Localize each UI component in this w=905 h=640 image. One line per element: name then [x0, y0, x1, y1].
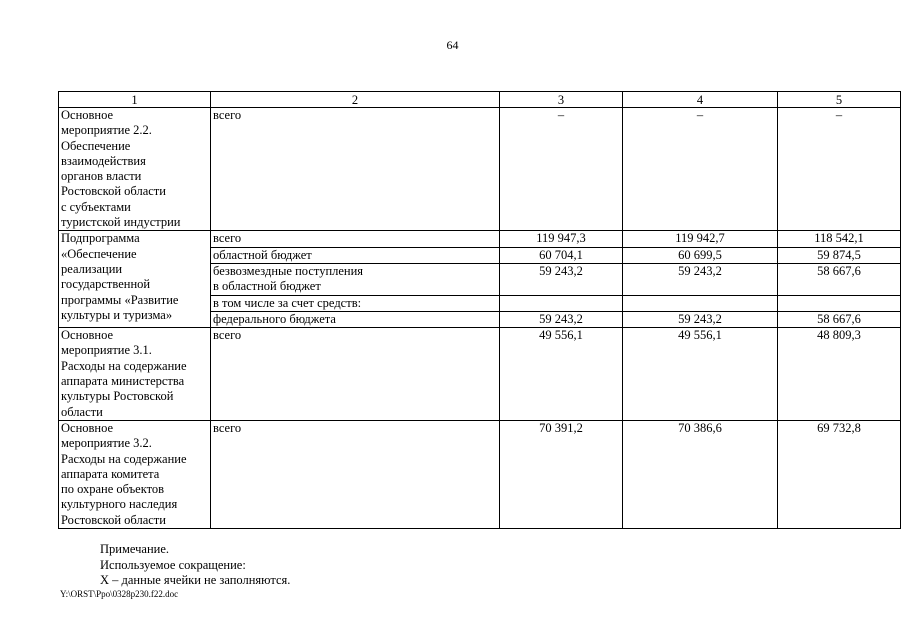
footnote — [100, 542, 290, 589]
column-header-3: 3 — [500, 92, 623, 108]
value-cell: 59 243,2 — [500, 263, 623, 295]
footnote-abbreviation: Х – данные ячейки не заполняются. — [100, 573, 291, 587]
value-cell: 70 386,6 — [623, 420, 778, 528]
column-header-1: 1 — [59, 92, 211, 108]
value-cell: 69 732,8 — [778, 420, 901, 528]
funding-source-cell: областной бюджет — [211, 247, 500, 263]
value-cell: 70 391,2 — [500, 420, 623, 528]
funding-source-cell: всего — [211, 231, 500, 247]
column-header-4: 4 — [623, 92, 778, 108]
file-path: Y:\ORST\Ppo\0328p230.f22.doc — [60, 589, 179, 599]
funding-source-cell: в том числе за счет средств: — [211, 295, 500, 311]
table-row — [59, 420, 901, 528]
program-name-cell: Основное мероприятие 3.1. Расходы на содержание аппарата министерства культуры Ростовской области — [59, 328, 211, 421]
footnote-title: Примечание. — [100, 542, 170, 556]
value-cell: 59 243,2 — [623, 263, 778, 295]
program-name-cell: Основное мероприятие 2.2. Обеспечение взаимодействия органов власти Ростовской области с субъектами туристской индустрии — [59, 108, 211, 231]
funding-source-cell: федерального бюджета — [211, 311, 500, 327]
column-header-2: 2 — [211, 92, 500, 108]
value-cell: 60 704,1 — [500, 247, 623, 263]
value-cell: 60 699,5 — [623, 247, 778, 263]
value-cell: 59 243,2 — [623, 311, 778, 327]
funding-source-cell: всего — [211, 420, 500, 528]
budget-table — [58, 91, 901, 529]
value-cell: 59 874,5 — [778, 247, 901, 263]
table-row — [59, 108, 901, 231]
table-row — [59, 231, 901, 247]
value-cell — [500, 295, 623, 311]
value-cell: 49 556,1 — [500, 328, 623, 421]
value-cell: 119 947,3 — [500, 231, 623, 247]
program-name-cell: Основное мероприятие 3.2. Расходы на содержание аппарата комитета по охране объектов культурного наследия Ростовской области — [59, 420, 211, 528]
funding-source-cell: всего — [211, 108, 500, 231]
table-header-row — [59, 92, 901, 108]
value-cell — [623, 295, 778, 311]
value-cell: 58 667,6 — [778, 311, 901, 327]
funding-source-cell: всего — [211, 328, 500, 421]
value-cell: 119 942,7 — [623, 231, 778, 247]
program-name-cell: Подпрограмма «Обеспечение реализации государственной программы «Развитие культуры и туризма» — [59, 231, 211, 328]
value-cell — [778, 295, 901, 311]
value-cell: – — [500, 108, 623, 231]
value-cell: 48 809,3 — [778, 328, 901, 421]
value-cell: – — [623, 108, 778, 231]
table-row — [59, 328, 901, 421]
footnote-abbreviation-heading: Используемое сокращение: — [100, 557, 246, 572]
value-cell: 59 243,2 — [500, 311, 623, 327]
value-cell: 49 556,1 — [623, 328, 778, 421]
value-cell: – — [778, 108, 901, 231]
value-cell: 118 542,1 — [778, 231, 901, 247]
value-cell: 58 667,6 — [778, 263, 901, 295]
funding-source-cell: безвозмездные поступления в областной бюджет — [211, 263, 500, 295]
column-header-5: 5 — [778, 92, 901, 108]
page-number: 64 — [446, 38, 459, 52]
